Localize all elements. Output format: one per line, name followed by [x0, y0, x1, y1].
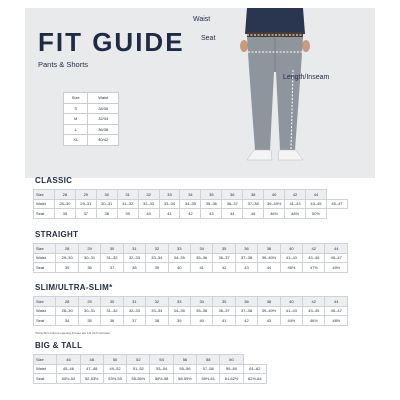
table-cell: 48½ [285, 209, 306, 219]
row-label: Seat [34, 209, 55, 219]
table-cell: 37–38 [235, 253, 257, 263]
table-cell: 38 [146, 316, 168, 326]
section-title-classic: CLASSIC [35, 176, 73, 185]
table-cell: 35 [56, 263, 78, 273]
table-row [34, 209, 348, 219]
table-cell: 41 [213, 316, 235, 326]
row-label: Waist [34, 364, 57, 374]
table-cell: 32 [146, 244, 168, 254]
table-cell: 33 [168, 297, 190, 307]
row-label: Waist [34, 253, 56, 263]
table-cell: 42 [213, 263, 235, 273]
table-cell: 39–40½ [258, 306, 280, 316]
table-cell: 43–45 [305, 199, 326, 209]
table-cell: 58 [197, 355, 220, 365]
table-cell: 41 [159, 209, 180, 219]
table-cell: 49–52 [103, 364, 126, 374]
table-cell: 28–30 [54, 199, 75, 209]
table-cell: 42 [303, 244, 325, 254]
table-cell: 34–35 [168, 306, 190, 316]
table-cell: 39 [146, 263, 168, 273]
row-label: Waist [34, 199, 55, 209]
table-cell: 56½-58 [150, 374, 173, 384]
table-row [34, 306, 348, 316]
table-cell: 50½ [305, 209, 326, 219]
table-cell: 32–33 [138, 199, 159, 209]
table-cell: 61-62½ [220, 374, 243, 384]
table-cell: 35 [54, 209, 75, 219]
table-cell: 37 [101, 263, 123, 273]
table-row [34, 190, 348, 200]
big-tall-size-table [33, 354, 267, 384]
table-cell: 44 [222, 209, 243, 219]
row-label: Seat [34, 316, 56, 326]
size-cell: L [64, 124, 88, 135]
table-cell: 30 [101, 244, 123, 254]
table-row [34, 297, 348, 307]
row-label: Seat [34, 374, 57, 384]
table-cell: 31–32 [101, 253, 123, 263]
size-cell: M [64, 114, 88, 125]
table-cell: 36 [101, 316, 123, 326]
table-cell: 34 [190, 244, 212, 254]
table-row [34, 316, 348, 326]
table-cell: 30 [96, 190, 117, 200]
table-cell: 40 [264, 190, 285, 200]
table-cell: 32–33 [123, 306, 145, 316]
table-cell: 38 [258, 297, 280, 307]
table-cell: 44½ [280, 316, 302, 326]
waist-cell: 36/38 [88, 124, 119, 135]
table-cell: 61–62 [243, 364, 266, 374]
table-cell: 44 [325, 244, 348, 254]
table-cell: 45½ [280, 263, 302, 273]
table-cell: 48½ [325, 316, 348, 326]
table-cell: 41–43 [280, 253, 302, 263]
size-waist-table [63, 92, 119, 146]
table-cell: 42 [303, 297, 325, 307]
table-cell: 33–34 [146, 253, 168, 263]
table-cell: 28–30 [56, 306, 78, 316]
table-row [34, 263, 348, 273]
table-cell: 45 [243, 209, 264, 219]
table-row [34, 253, 348, 263]
table-cell: 52-53½ [80, 374, 103, 384]
table-cell: 34–35 [180, 199, 201, 209]
table-cell: 38 [123, 263, 145, 273]
table-cell: 41–43 [285, 199, 306, 209]
table-cell: 32 [138, 190, 159, 200]
table-cell: 45–47 [325, 253, 348, 263]
length-inseam-annotation: Length/Inseam [283, 74, 330, 81]
table-cell: 42 [285, 190, 306, 200]
table-cell: 36 [235, 244, 257, 254]
table-cell: 39 [117, 209, 138, 219]
table-row [34, 364, 267, 374]
table-cell: 47½ [303, 263, 325, 273]
waist-header: Waist [88, 93, 119, 104]
table-cell: 53½-55 [103, 374, 126, 384]
table-cell: 56 [173, 355, 196, 365]
table-cell: 49½ [325, 263, 348, 273]
table-cell: 29–31 [75, 199, 96, 209]
table-cell: 34 [56, 316, 78, 326]
table-cell: 62½-64 [243, 374, 266, 384]
table-cell: 33–34 [159, 199, 180, 209]
table-cell: 31–32 [101, 306, 123, 316]
table-cell: 35 [213, 297, 235, 307]
row-label: Size [34, 190, 55, 200]
table-cell: 30 [101, 297, 123, 307]
table-cell: 41 [190, 263, 212, 273]
table-cell: 28 [56, 297, 78, 307]
fit-guide-hero [25, 8, 375, 178]
size-cell: XL [64, 135, 88, 146]
row-label: Size [34, 355, 57, 365]
table-cell: 29–30 [56, 253, 78, 263]
table-cell: 34 [180, 190, 201, 200]
table-cell: 40 [138, 209, 159, 219]
table-cell: 28 [54, 190, 75, 200]
table-cell: 46½ [264, 209, 285, 219]
table-cell: 37 [123, 316, 145, 326]
waist-cell: 32/34 [88, 114, 119, 125]
table-cell: 33–34 [146, 306, 168, 316]
table-cell: 29 [75, 190, 96, 200]
table-cell: 44 [305, 190, 326, 200]
fit-guide-title: FIT GUIDE [38, 27, 185, 57]
table-cell: 33 [159, 190, 180, 200]
table-cell: 44 [325, 297, 348, 307]
table-cell: 36–37 [222, 199, 243, 209]
table-cell: 43 [235, 263, 257, 273]
slim-size-table [33, 296, 348, 326]
table-cell: 45–47 [325, 306, 348, 316]
row-label: Seat [34, 263, 56, 273]
table-cell: 38 [258, 244, 280, 254]
table-cell: 30–31 [78, 306, 100, 316]
waist-cell: 40/42 [88, 135, 119, 146]
table-cell: 28 [56, 244, 78, 254]
straight-size-table [33, 243, 348, 273]
table-cell: 34–35 [168, 253, 190, 263]
table-cell: 29 [78, 244, 100, 254]
table-cell: 59½-61 [197, 374, 220, 384]
table-cell: 37–38 [243, 199, 264, 209]
table-cell: 36–37 [213, 253, 235, 263]
size-header: Size [64, 93, 88, 104]
table-cell: 39–40½ [264, 199, 285, 209]
table-cell: 58-59½ [173, 374, 196, 384]
table-cell: 43–45 [303, 253, 325, 263]
table-cell: 34 [190, 297, 212, 307]
table-cell: 35 [78, 316, 100, 326]
table-cell: 52 [127, 355, 150, 365]
table-cell: 38 [96, 209, 117, 219]
table-cell: 50½-52 [57, 374, 80, 384]
table-cell: 38 [243, 190, 264, 200]
table-cell: 33 [168, 244, 190, 254]
fit-guide-subtitle: Pants & Shorts [38, 60, 89, 69]
table-cell: 40 [280, 244, 302, 254]
waist-cell: 28/30 [88, 103, 119, 114]
table-cell: 39 [168, 316, 190, 326]
table-cell: 53–54 [150, 364, 173, 374]
table-cell: 54 [150, 355, 173, 365]
row-label: Size [34, 297, 56, 307]
table-cell: 30–31 [78, 253, 100, 263]
table-cell: 47–48 [80, 364, 103, 374]
table-cell: 40 [168, 263, 190, 273]
table-cell: 35–36 [190, 306, 212, 316]
table-row [34, 355, 267, 365]
table-cell: 44 [258, 263, 280, 273]
table-cell: 31 [123, 297, 145, 307]
table-row [34, 244, 348, 254]
waist-annotation: Waist [193, 16, 211, 23]
table-cell: 43 [258, 316, 280, 326]
table-cell: 37 [75, 209, 96, 219]
table-cell: 36 [78, 263, 100, 273]
table-cell: 43–45 [303, 306, 325, 316]
section-title-big-tall: BIG & TALL [35, 341, 83, 350]
table-cell: 42 [235, 316, 257, 326]
table-cell: 35–36 [190, 253, 212, 263]
table-cell: 46 [57, 355, 80, 365]
table-cell: 39–40½ [258, 253, 280, 263]
table-cell: 36 [235, 297, 257, 307]
table-cell: 35 [213, 244, 235, 254]
table-cell: 51–52 [127, 364, 150, 374]
row-label: Size [34, 244, 56, 254]
table-cell: 40 [280, 297, 302, 307]
table-cell: 55–56 [173, 364, 196, 374]
table-cell: 31 [123, 244, 145, 254]
footnote: *Ultra-Slim bottom opening & knee are 1/2 inch narrower [35, 331, 111, 335]
section-title-straight: STRAIGHT [35, 230, 79, 239]
table-cell: 59–60 [220, 364, 243, 374]
table-cell: 31 [117, 190, 138, 200]
row-label: Waist [34, 306, 56, 316]
table-cell: 37–38 [235, 306, 257, 316]
table-cell: 35–36 [201, 199, 222, 209]
table-cell: 36–37 [213, 306, 235, 316]
table-cell: 45–46 [57, 364, 80, 374]
table-cell: 30–31 [96, 199, 117, 209]
size-cell: S [64, 103, 88, 114]
table-cell: 32–33 [123, 253, 145, 263]
table-cell: 57–58 [197, 364, 220, 374]
table-cell: 41–43 [280, 306, 302, 316]
table-cell: 55-56½ [127, 374, 150, 384]
table-cell: 46½ [303, 316, 325, 326]
seat-annotation: Seat [201, 35, 216, 42]
table-cell: 32 [146, 297, 168, 307]
table-cell: 29 [78, 297, 100, 307]
table-cell: 45–47 [326, 199, 347, 209]
table-cell: 48 [80, 355, 103, 365]
table-cell: 42 [180, 209, 201, 219]
table-cell: 36 [222, 190, 243, 200]
table-cell: 31–32 [117, 199, 138, 209]
table-cell: 35 [201, 190, 222, 200]
table-cell: 43 [201, 209, 222, 219]
table-row [34, 199, 348, 209]
classic-size-table [33, 189, 348, 219]
table-cell: 60 [220, 355, 243, 365]
section-title-slim: SLIM/ULTRA-SLIM* [35, 283, 113, 292]
table-row [34, 374, 267, 384]
pants-illustration [225, 8, 325, 178]
table-cell: 40 [190, 316, 212, 326]
table-cell: 50 [103, 355, 126, 365]
